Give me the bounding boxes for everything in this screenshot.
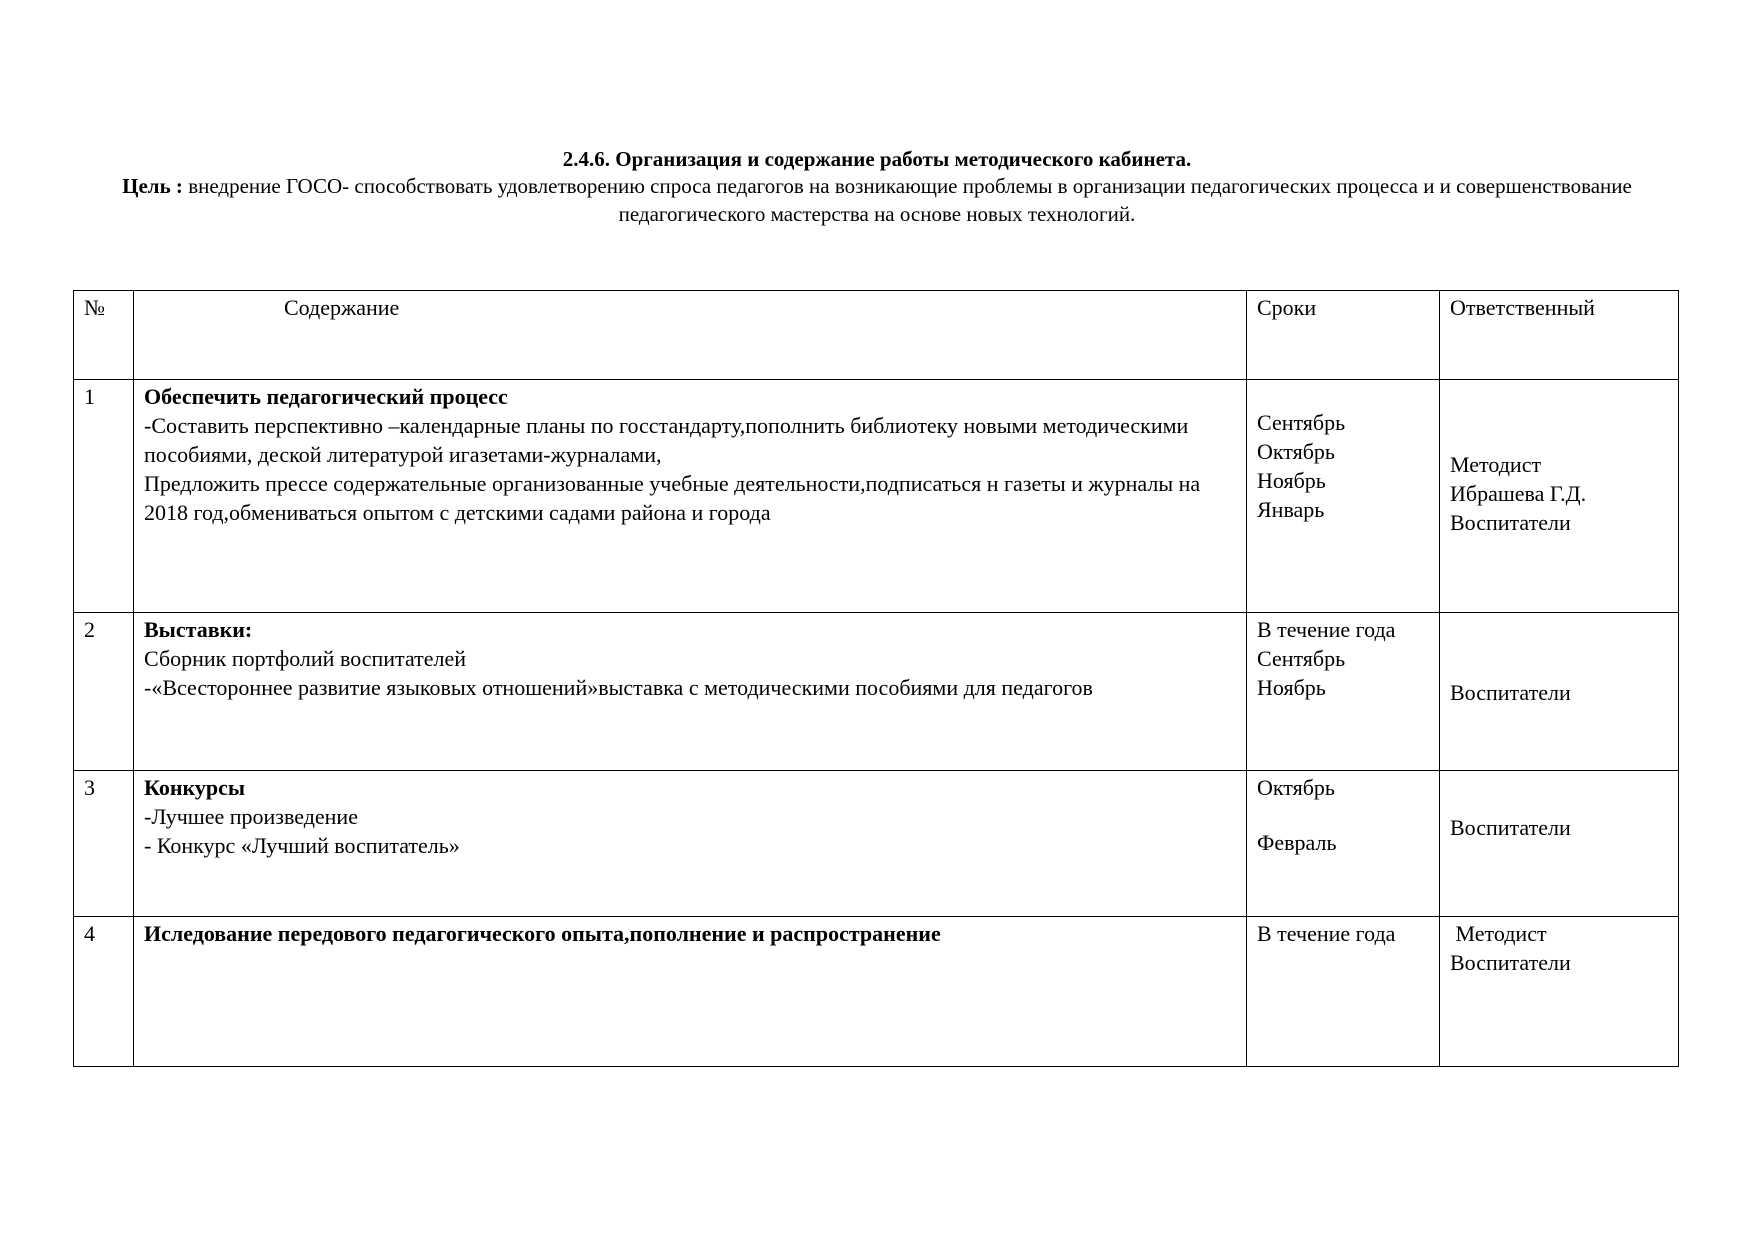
row-line: Сборник портфолий воспитателей [144, 646, 467, 671]
row-line: Предложить прессе содержательные организованные учебные деятельности,подписаться н газеты и журналы на 2018 год,обмениваться опытом с детскими садами района и города [144, 471, 1201, 525]
table-row [74, 380, 1679, 613]
header-content: Содержание [134, 291, 1247, 380]
table-row [74, 613, 1679, 771]
spacer [1257, 382, 1429, 408]
term-item: Ноябрь [1257, 468, 1326, 493]
row-terms [1247, 380, 1440, 613]
row-content [134, 917, 1247, 1067]
goal-paragraph [117, 172, 1637, 228]
document-header [0, 146, 1754, 228]
row-terms [1247, 917, 1440, 1067]
term-item: Февраль [1257, 830, 1337, 855]
goal-label: Цель : [122, 174, 183, 198]
responsible-item: Методист [1450, 921, 1547, 946]
work-plan-table [73, 290, 1679, 1067]
document-title: 2.4.6. Организация и содержание работы методического кабинета. [562, 147, 1192, 171]
row-line: -«Всестороннее развитие языковых отношений»выставка с методическими пособиями для педагогов [144, 675, 1093, 700]
row-responsible [1440, 771, 1679, 917]
row-line: - Конкурс «Лучший воспитатель» [144, 833, 460, 858]
row-terms [1247, 771, 1440, 917]
row-title: Обеспечить педагогический процесс [144, 384, 508, 409]
term-item: Октябрь [1257, 775, 1335, 800]
term-item: Сентябрь [1257, 646, 1346, 671]
responsible-item: Воспитатели [1450, 680, 1571, 705]
responsible-item: Воспитатели [1450, 510, 1571, 535]
term-item: В течение года [1257, 921, 1396, 946]
goal-text: внедрение ГОСО- способствовать удовлетворению спроса педагогов на возникающие проблемы в организации педагогических процесса и и совершенствование педагогического мастерства на основе новых технологий. [182, 174, 1632, 226]
responsible-item: Методист [1450, 452, 1542, 477]
spacer [1257, 802, 1429, 828]
row-line: -Составить перспективно –календарные планы по госстандарту,пополнить библиотеку новыми методическими пособиями, деской литературой игазетами-журналами, [144, 413, 1189, 467]
row-content [134, 771, 1247, 917]
term-item: Октябрь [1257, 439, 1335, 464]
term-item: Сентябрь [1257, 410, 1346, 435]
header-num: № [74, 291, 134, 380]
table-header-row [74, 291, 1679, 380]
row-content [134, 380, 1247, 613]
row-title: Выставки: [144, 617, 253, 642]
row-number: 3 [74, 771, 134, 917]
header-responsible: Ответственный [1440, 291, 1679, 380]
term-item: Январь [1257, 497, 1325, 522]
row-responsible [1440, 380, 1679, 613]
row-number: 2 [74, 613, 134, 771]
row-responsible [1440, 613, 1679, 771]
responsible-item: Воспитатели [1450, 815, 1571, 840]
table-row [74, 771, 1679, 917]
row-responsible [1440, 917, 1679, 1067]
row-number: 4 [74, 917, 134, 1067]
term-item: Ноябрь [1257, 675, 1326, 700]
row-title: Иследование передового педагогического опыта,пополнение и распространение [144, 921, 941, 946]
term-item: В течение года [1257, 617, 1396, 642]
row-title: Конкурсы [144, 775, 246, 800]
table-row [74, 917, 1679, 1067]
row-number: 1 [74, 380, 134, 613]
header-term: Сроки [1247, 291, 1440, 380]
row-line: -Лучшее произведение [144, 804, 358, 829]
row-content [134, 613, 1247, 771]
responsible-item: Ибрашева Г.Д. [1450, 481, 1587, 506]
responsible-item: Воспитатели [1450, 950, 1571, 975]
row-terms [1247, 613, 1440, 771]
